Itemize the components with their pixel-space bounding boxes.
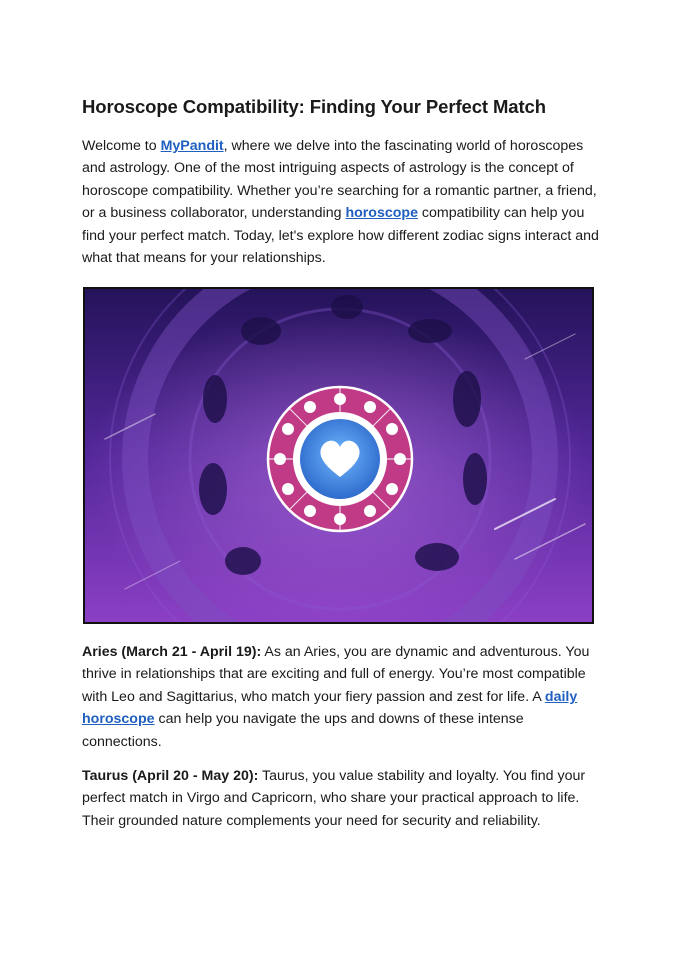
page-title: Horoscope Compatibility: Finding Your Perfect Match	[82, 96, 546, 117]
taurus-paragraph	[82, 765, 602, 832]
mypandit-link[interactable]: MyPandit	[160, 138, 224, 154]
daily-horoscope-link[interactable]: daily horoscope	[82, 688, 578, 728]
intro-text-3: compatibility can help you find your perfect match. Today, let's explore how different zodiac signs interact and what that means for your relationships.	[82, 205, 599, 267]
taurus-heading: Taurus (April 20 - May 20):	[82, 768, 259, 784]
intro-text-2: , where we delve into the fascinating world of horoscopes and astrology. One of the most intriguing aspects of astrology is the concept of horoscope compatibility. Whether you’re searching for a romantic partner, a friend, or a business collaborator, understanding	[82, 138, 597, 222]
zodiac-wheel-heart-icon	[85, 289, 592, 622]
aries-text-2: can help you navigate the ups and downs of these intense connections.	[82, 711, 524, 750]
horoscope-link[interactable]: horoscope	[345, 205, 418, 222]
intro-text-1: Welcome to	[82, 138, 161, 154]
intro-paragraph	[82, 135, 602, 269]
taurus-text: Taurus, you value stability and loyalty. You find your perfect match in Virgo and Capricorn, who share your practical approach to life. Their grounded nature complements your need for security and reliability.	[82, 768, 586, 829]
aries-paragraph	[82, 641, 602, 753]
aries-text-1: As an Aries, you are dynamic and adventurous. You thrive in relationships that are exciting and full of energy. You’re most compatible with Leo and Sagittarius, who match your fiery passion and zest for life. A	[82, 644, 590, 705]
zodiac-hero-image	[83, 287, 594, 624]
aries-heading: Aries (March 21 - April 19):	[82, 644, 262, 660]
